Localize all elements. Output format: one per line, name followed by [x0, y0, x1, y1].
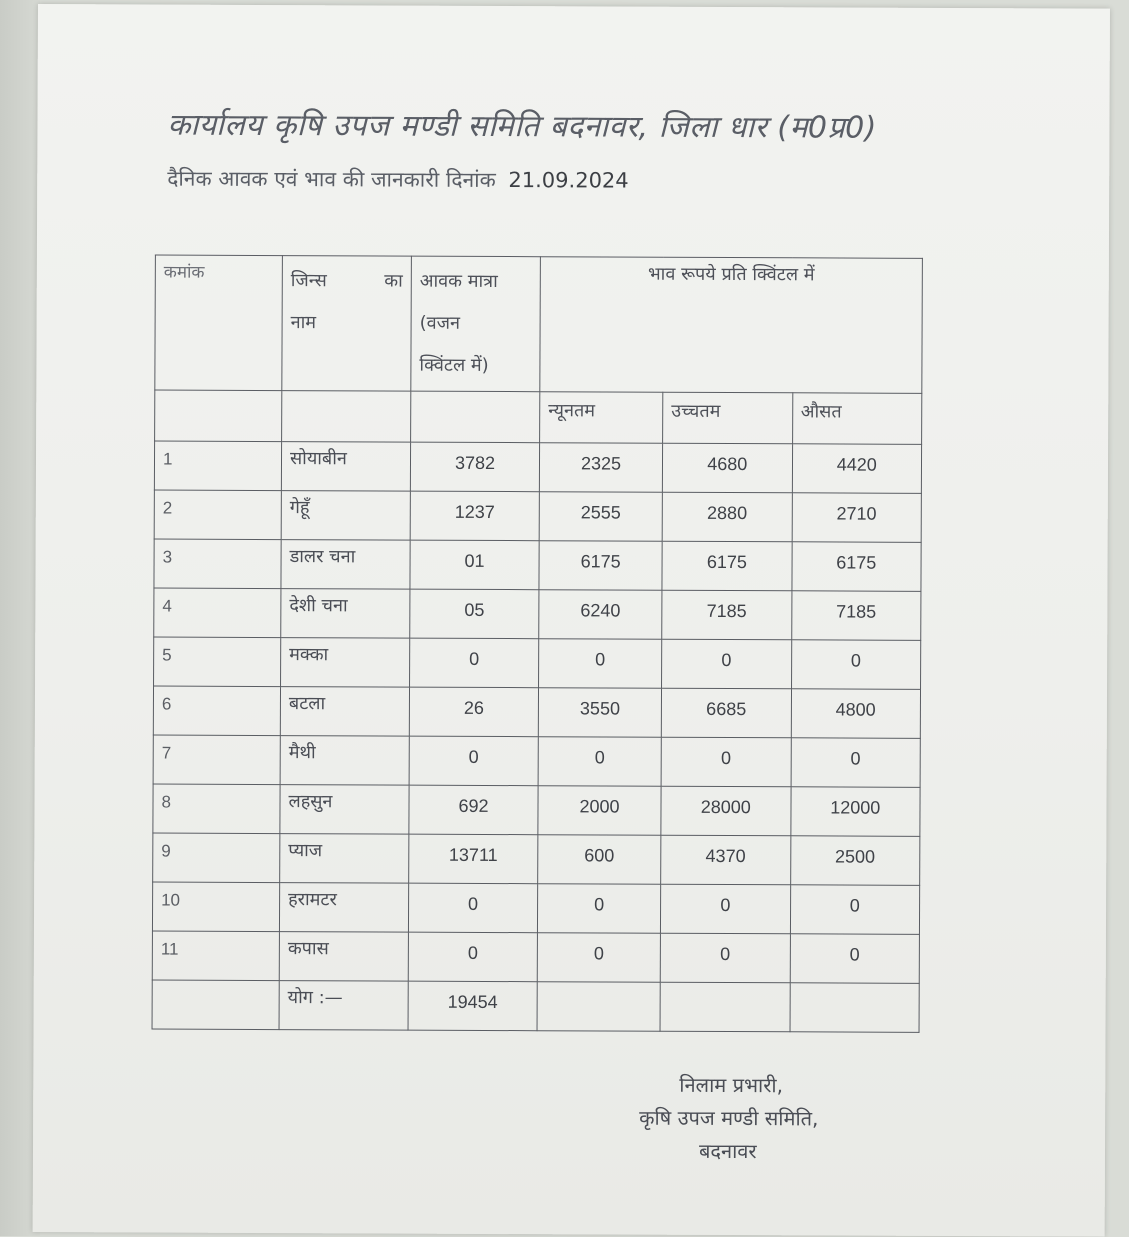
row-quantity: 0: [410, 638, 539, 688]
table-row: [153, 833, 920, 885]
header-max-price: उच्चतम: [663, 392, 793, 444]
row-commodity: प्याज: [280, 834, 409, 884]
row-max-price: 6175: [662, 541, 792, 591]
total-empty: [537, 982, 660, 1032]
row-commodity: मैथी: [280, 736, 409, 786]
row-min-price: 0: [537, 933, 660, 983]
row-quantity: 3782: [410, 442, 539, 492]
row-min-price: 6240: [539, 590, 662, 640]
header-name-word1: जिन्स: [290, 270, 327, 292]
row-quantity: 1237: [410, 491, 539, 541]
subtitle-text: दैनिक आवक एवं भाव की जानकारी दिनांक: [167, 166, 496, 192]
table-row: [153, 735, 920, 787]
row-quantity: 692: [409, 785, 538, 835]
row-max-price: 2880: [662, 492, 792, 542]
subheader-empty: [155, 390, 282, 442]
row-min-price: 2325: [539, 443, 662, 493]
row-commodity: हरामटर: [279, 883, 408, 933]
row-serial: 4: [154, 588, 281, 638]
row-commodity: सोयाबीन: [281, 442, 410, 492]
row-commodity: डालर चना: [281, 540, 410, 590]
header-avg-price: औसत: [792, 393, 922, 445]
row-quantity: 01: [410, 540, 539, 590]
header-name-word2: का: [384, 270, 403, 292]
table-row: [154, 588, 921, 640]
row-commodity: बटला: [280, 687, 409, 737]
table-header-row: [155, 255, 923, 393]
row-avg-price: 4800: [791, 689, 921, 739]
header-min-price: न्यूनतम: [540, 392, 663, 444]
row-commodity: लहसुन: [280, 785, 409, 835]
row-serial: 3: [154, 539, 281, 589]
table-subheader-row: [155, 390, 922, 444]
table-row: [154, 441, 921, 493]
table-row: [152, 882, 919, 934]
row-max-price: 7185: [662, 590, 792, 640]
signature-line-1: निलाम प्रभारी,: [679, 1072, 784, 1098]
row-quantity: 13711: [409, 834, 538, 884]
row-min-price: 6175: [539, 541, 662, 591]
row-min-price: 2000: [538, 786, 661, 836]
row-min-price: 0: [539, 639, 662, 689]
row-min-price: 0: [537, 884, 660, 934]
table-row: [154, 637, 921, 689]
total-row: [152, 980, 919, 1032]
row-avg-price: 6175: [791, 542, 921, 592]
row-quantity: 0: [408, 883, 537, 933]
notice-paper: [33, 4, 1110, 1237]
subheader-empty: [282, 391, 411, 443]
row-commodity: कपास: [279, 932, 408, 982]
row-max-price: 0: [662, 639, 792, 689]
header-name-word3: नाम: [290, 312, 317, 334]
table-row: [153, 686, 920, 738]
row-min-price: 3550: [538, 688, 661, 738]
row-serial: 5: [154, 637, 281, 687]
total-quantity: 19454: [408, 981, 537, 1031]
row-serial: 1: [154, 441, 281, 491]
row-serial: 11: [152, 931, 279, 981]
row-max-price: 0: [660, 933, 790, 983]
signature-line-3: बदनावर: [698, 1138, 757, 1164]
row-commodity: गेहूँ: [281, 491, 410, 541]
row-avg-price: 2710: [792, 493, 922, 543]
total-serial-empty: [152, 980, 279, 1030]
row-avg-price: 12000: [790, 787, 920, 837]
office-title: कार्यालय कृषि उपज मण्डी समिति बदनावर, जिला धार (म0प्र0): [167, 107, 878, 146]
row-avg-price: 0: [790, 934, 920, 984]
signature-block: [613, 1069, 913, 1169]
row-avg-price: 4420: [792, 444, 922, 494]
table-row: [154, 539, 921, 591]
row-serial: 2: [154, 490, 281, 540]
row-quantity: 0: [408, 932, 537, 982]
report-subtitle: [167, 165, 987, 197]
row-max-price: 4680: [662, 443, 792, 493]
table-row: [152, 931, 919, 983]
row-avg-price: 2500: [790, 836, 920, 886]
table-row: [154, 490, 921, 542]
row-serial: 9: [153, 833, 280, 883]
report-date: 21.09.2024: [508, 168, 629, 193]
row-avg-price: 0: [790, 885, 920, 935]
row-quantity: 0: [409, 736, 538, 786]
row-quantity: 05: [410, 589, 539, 639]
row-serial: 6: [153, 686, 280, 736]
total-label: योग :—: [279, 981, 408, 1031]
header-price-group: भाव रूपये प्रति क्विंटल में: [540, 257, 923, 394]
header-arrival-quantity: [411, 256, 541, 392]
subheader-empty: [411, 391, 540, 443]
row-min-price: 2555: [539, 492, 662, 542]
table-row: [153, 784, 920, 836]
header-serial: कमांक: [155, 255, 283, 391]
row-min-price: 0: [538, 737, 661, 787]
header-commodity-name: [282, 256, 412, 392]
header-qty-line3: क्विंटल में): [419, 354, 489, 376]
arrival-price-table: [152, 255, 923, 1033]
total-empty: [660, 982, 790, 1032]
header-qty-line2: (वजन: [419, 312, 461, 334]
row-commodity: देशी चना: [281, 589, 410, 639]
total-empty: [790, 983, 920, 1033]
row-avg-price: 0: [791, 738, 921, 788]
row-serial: 8: [153, 784, 280, 834]
row-max-price: 4370: [661, 835, 791, 885]
row-commodity: मक्का: [281, 638, 410, 688]
row-quantity: 26: [409, 687, 538, 737]
row-avg-price: 0: [791, 640, 921, 690]
row-max-price: 28000: [661, 786, 791, 836]
row-serial: 7: [153, 735, 280, 785]
row-avg-price: 7185: [791, 591, 921, 641]
signature-line-2: कृषि उपज मण्डी समिति,: [639, 1105, 819, 1131]
header-qty-line1: आवक मात्रा: [419, 270, 498, 293]
row-min-price: 600: [538, 835, 661, 885]
row-max-price: 0: [661, 884, 791, 934]
row-max-price: 0: [661, 737, 791, 787]
row-max-price: 6685: [661, 688, 791, 738]
row-serial: 10: [152, 882, 279, 932]
